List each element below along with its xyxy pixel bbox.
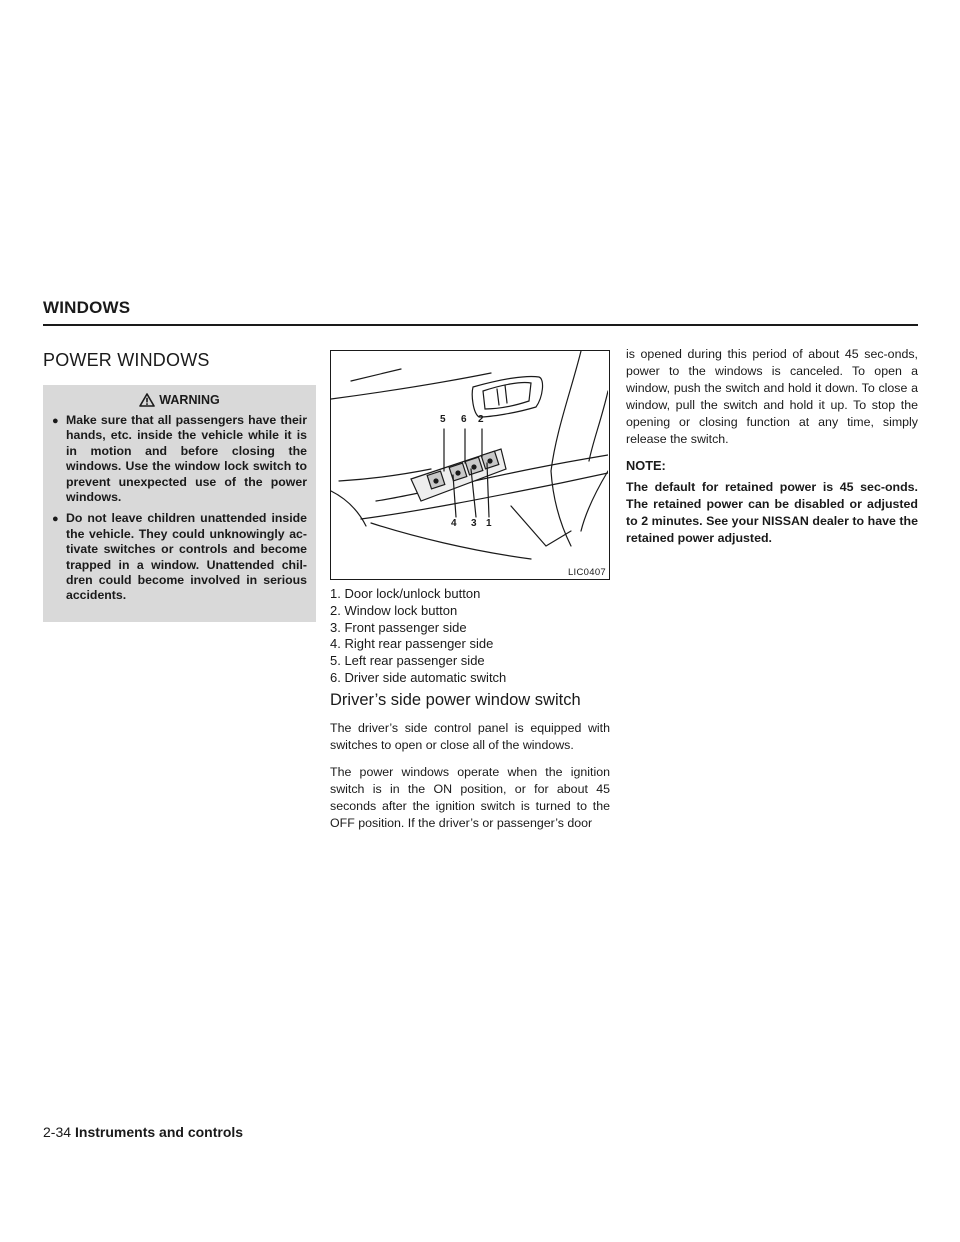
figure-id: LIC0407 — [567, 567, 606, 578]
driver-switch-subhead: Driver’s side power window switch — [330, 690, 581, 709]
warning-box — [43, 385, 316, 622]
warning-title — [52, 393, 307, 407]
legend-item: 5. Left rear passenger side — [330, 653, 485, 669]
callout-4: 4 — [451, 518, 457, 529]
power-windows-title: POWER WINDOWS — [43, 350, 210, 370]
left-column — [43, 350, 316, 622]
warning-item-text: Make sure that all passengers have their hands, etc. inside the vehicle while it is in motion and before closing the windows. Use the window lock switch to prevent unexpected use of the power windows. — [66, 413, 307, 505]
legend-item: 6. Driver side automatic switch — [330, 669, 507, 685]
bullet-icon: ● — [52, 415, 59, 427]
door-panel-illustration — [331, 351, 608, 578]
section-header: WINDOWS — [43, 298, 131, 317]
legend-item: 1. Door lock/unlock button — [330, 586, 481, 601]
callout-3: 3 — [471, 518, 477, 529]
legend-item: 4. Right rear passenger side — [330, 636, 494, 652]
body-paragraph: is opened during this period of about 45 sec-onds, power to the windows is canceled. To open a window, push the switch and hold it down. To close a window, pull the switch and hold it up. To stop the opening or closing function at any time, simply release the switch. — [626, 347, 918, 446]
door-switch-figure — [330, 350, 610, 580]
warning-item-text: Do not leave children unattended inside the vehicle. They could unknowingly ac-tivate switches or controls and become trapped in a window. Unattended chil-dren could become involved in serious accidents. — [66, 511, 307, 603]
page-number: 2-34 — [43, 1124, 72, 1140]
bullet-icon: ● — [52, 513, 59, 526]
note-label: NOTE: — [626, 458, 666, 473]
section-rule — [43, 324, 918, 326]
callout-1: 1 — [486, 518, 492, 529]
right-column — [626, 347, 918, 547]
warning-item — [52, 413, 307, 505]
legend-item: 3. Front passenger side — [330, 619, 467, 635]
callout-6: 6 — [461, 414, 467, 425]
middle-column — [330, 350, 610, 842]
warning-label: WARNING — [159, 393, 220, 407]
body-paragraph: The power windows operate when the ignition switch is in the ON position, or for about 45 seconds after the ignition switch is turned to the OFF position. If the driver’s or passenger’s door — [330, 764, 610, 830]
callout-2: 2 — [478, 414, 484, 425]
switch-legend — [330, 586, 610, 687]
legend-item: 2. Window lock button — [330, 602, 458, 618]
note-body: The default for retained power is 45 sec-onds. The retained power can be disabled or adjusted to 2 minutes. See your NISSAN dealer to have the retained power adjusted. — [626, 480, 918, 545]
body-paragraph: The driver’s side control panel is equipped with switches to open or close all of the windows. — [330, 720, 610, 752]
callout-5: 5 — [440, 414, 446, 425]
page-footer — [43, 1124, 243, 1140]
chapter-title: Instruments and controls — [75, 1124, 244, 1140]
warning-item — [52, 511, 307, 603]
warning-triangle-icon — [139, 393, 155, 407]
